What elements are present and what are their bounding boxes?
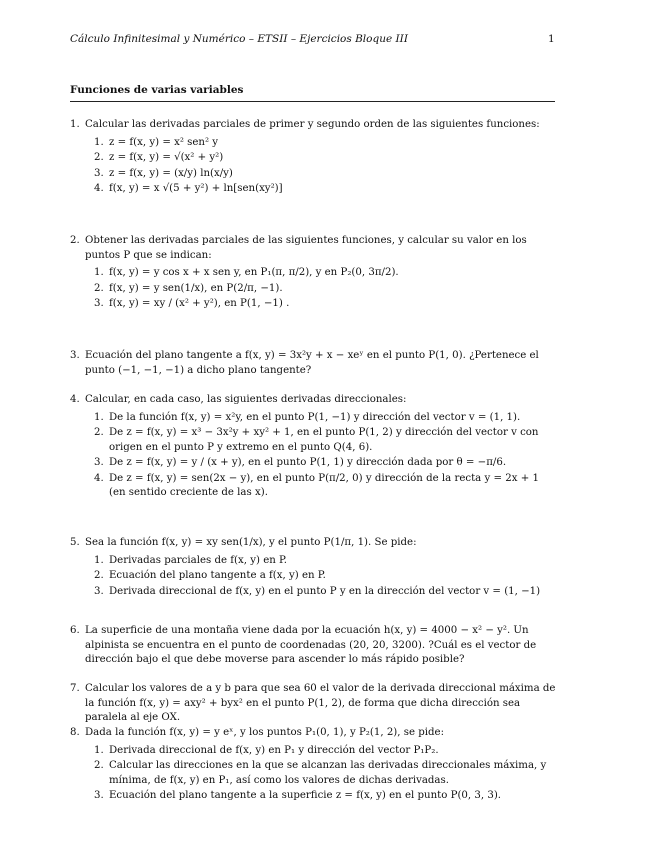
- subitem-text: De z = f(x, y) = sen(2x − y), en el punto P(π/2, 0) y dirección de la recta y = 2x + 1 (en sentido creciente de las x).: [109, 472, 539, 498]
- subitem-text: z = f(x, y) = √(x² + y²): [109, 152, 224, 163]
- subitem-number: 1.: [94, 136, 104, 148]
- subitem-number: 3.: [94, 457, 104, 468]
- subitem-text: Calcular las direcciones en la que se alcanzan las derivadas direccionales máxima, y mínima, de f(x, y) en P₁, así como los valores de dichas derivadas.: [109, 760, 547, 786]
- subitem-list: [94, 554, 556, 600]
- page-number: 1: [548, 33, 555, 45]
- subitem-text: Ecuación del plano tangente a la superficie z = f(x, y) en el punto P(0, 3, 3).: [109, 790, 502, 801]
- subitem-number: 3.: [94, 298, 104, 309]
- subitem-number: 3.: [94, 790, 104, 801]
- subitem: [94, 789, 556, 804]
- subitem: [94, 569, 556, 584]
- subitem: [94, 282, 556, 297]
- subitem-text: De z = f(x, y) = x³ − 3x²y + xy² + 1, en el punto P(1, 2) y dirección del vector v con origen en el punto P y extremo en el punto Q(4, 6).: [109, 427, 539, 453]
- subitem: [94, 554, 556, 569]
- exercise-statement: La superficie de una montaña viene dada por la ecuación h(x, y) = 4000 − x² − y². Un alpinista se encuentra en el punto de coordenadas (20, 20, 3200). ?Cuál es el vector de dirección bajo el que debe moverse para ascender lo más rápido posible?: [85, 625, 537, 665]
- exercise-statement: Calcular, en cada caso, las siguientes derivadas direccionales:: [85, 394, 407, 405]
- subitem-list: [94, 136, 556, 197]
- subitem-number: 2.: [94, 427, 104, 438]
- subitem: [94, 472, 556, 501]
- exercise-6: [70, 624, 556, 668]
- subitem-number: 1.: [94, 267, 104, 278]
- exercise-statement: Sea la función f(x, y) = xy sen(1/x), y el punto P(1/π, 1). Se pide:: [85, 537, 417, 548]
- subitem-text: Derivada direccional de f(x, y) en P₁ y dirección del vector P₁P₂.: [109, 744, 439, 756]
- exercise-7: [70, 682, 556, 726]
- subitem: [94, 182, 556, 197]
- subitem-text: f(x, y) = y cos x + x sen y, en P₁(π, π/2), y en P₂(0, 3π/2).: [109, 267, 399, 278]
- subitem-list: [94, 411, 556, 501]
- subitem: [94, 426, 556, 455]
- subitem-text: Derivada direccional de f(x, y) en el punto P y en la dirección del vector v = (1, −1): [109, 585, 541, 597]
- exercise-3: [70, 349, 556, 378]
- subitem-text: f(x, y) = xy / (x² + y²), en P(1, −1) .: [109, 298, 290, 309]
- exercise-number: 4.: [70, 394, 80, 405]
- subitem: [94, 266, 556, 281]
- exercise-number: 1.: [70, 119, 80, 130]
- exercise-4: [70, 393, 556, 502]
- subitem-text: De la función f(x, y) = x²y, en el punto P(1, −1) y dirección del vector v = (1, 1).: [109, 411, 521, 423]
- exercise-statement: Ecuación del plano tangente a f(x, y) = 3x²y + x − xeʸ en el punto P(1, 0). ¿Pertenece el punto (−1, −1, −1) a dicho plano tangente?: [85, 350, 539, 376]
- exercise-number: 8.: [70, 727, 80, 738]
- subitem-number: 3.: [94, 167, 104, 179]
- subitem-number: 2.: [94, 570, 104, 581]
- exercise-statement: Calcular los valores de a y b para que sea 60 el valor de la derivada direccional máxima de la función f(x, y) = axy² + byx² en el punto P(1, 2), de forma que dicha dirección sea paralela al eje OX.: [85, 683, 556, 723]
- exercise-number: 3.: [70, 350, 80, 361]
- subitem-number: 2.: [94, 152, 104, 163]
- exercise-number: 2.: [70, 235, 80, 246]
- subitem-text: Ecuación del plano tangente a f(x, y) en P.: [109, 570, 326, 581]
- subitem-number: 1.: [94, 554, 104, 566]
- section-divider: [70, 101, 555, 102]
- running-header: Cálculo Infinitesimal y Numérico – ETSII – Ejercicios Bloque III: [70, 33, 408, 45]
- subitem: [94, 151, 556, 166]
- subitem-number: 4.: [94, 183, 104, 194]
- subitem: [94, 167, 556, 182]
- subitem-number: 2.: [94, 282, 104, 294]
- subitem-number: 1.: [94, 411, 104, 423]
- subitem: [94, 759, 556, 788]
- subitem-number: 2.: [94, 760, 104, 771]
- subitem-number: 3.: [94, 585, 104, 597]
- subitem-list: [94, 744, 556, 804]
- subitem-text: De z = f(x, y) = y / (x + y), en el punto P(1, 1) y dirección dada por θ = −π/6.: [109, 457, 507, 468]
- subitem: [94, 411, 556, 426]
- subitem: [94, 585, 556, 600]
- subitem-text: f(x, y) = x √(5 + y²) + ln[sen(xy²)]: [109, 183, 283, 194]
- subitem: [94, 136, 556, 151]
- subitem: [94, 456, 556, 471]
- exercise-1: [70, 118, 556, 198]
- exercise-5: [70, 536, 556, 600]
- exercise-number: 7.: [70, 683, 80, 694]
- subitem: [94, 297, 556, 312]
- exercise-8: [70, 726, 556, 805]
- exercise-statement: Calcular las derivadas parciales de primer y segundo orden de las siguientes funciones:: [85, 119, 540, 130]
- exercise-number: 5.: [70, 537, 80, 548]
- subitem-number: 4.: [94, 472, 104, 484]
- subitem-text: Derivadas parciales de f(x, y) en P.: [109, 554, 288, 566]
- section-title: Funciones de varias variables: [70, 84, 244, 96]
- exercise-number: 6.: [70, 625, 80, 636]
- subitem-list: [94, 266, 556, 312]
- subitem-number: 1.: [94, 744, 104, 756]
- exercise-2: [70, 234, 556, 313]
- subitem-text: z = f(x, y) = (x/y) ln(x/y): [109, 167, 233, 179]
- subitem-text: f(x, y) = y sen(1/x), en P(2/π, −1).: [109, 282, 283, 294]
- exercise-statement: Obtener las derivadas parciales de las siguientes funciones, y calcular su valor en los puntos P que se indican:: [85, 235, 527, 261]
- subitem: [94, 744, 556, 759]
- exercise-statement: Dada la función f(x, y) = y eˣ, y los puntos P₁(0, 1), y P₂(1, 2), se pide:: [85, 727, 445, 738]
- subitem-text: z = f(x, y) = x² sen² y: [109, 136, 219, 148]
